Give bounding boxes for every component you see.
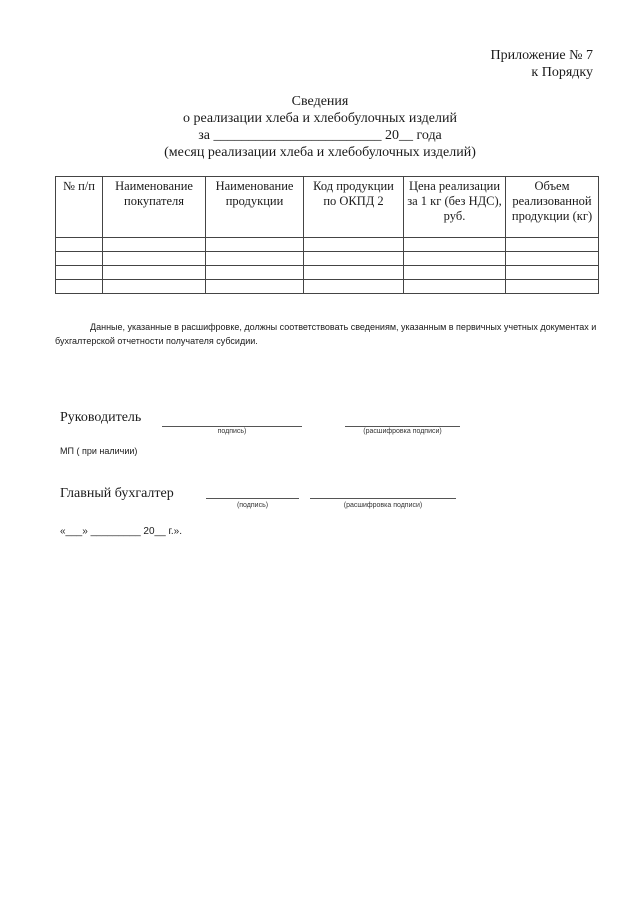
col-buyer: Наименование покупателя	[103, 177, 206, 238]
head-label: Руководитель	[60, 410, 142, 425]
appendix-reference	[491, 47, 594, 81]
title-heading: Сведения	[291, 94, 349, 109]
head-decode-line[interactable]	[345, 426, 460, 427]
table-row	[56, 238, 599, 252]
head-signature-line[interactable]	[162, 426, 302, 427]
table-cell[interactable]	[103, 280, 206, 294]
date-field[interactable]: «___» _________ 20__ г.».	[60, 526, 182, 537]
table-row	[56, 252, 599, 266]
appendix-number: Приложение № 7	[490, 48, 593, 63]
table-cell[interactable]	[206, 238, 304, 252]
table-cell[interactable]	[206, 266, 304, 280]
title-subject: о реализации хлеба и хлебобулочных изделий	[183, 111, 457, 126]
head-decode-caption: (расшифровка подписи)	[363, 428, 442, 435]
col-product: Наименование продукции	[206, 177, 304, 238]
table-cell[interactable]	[56, 252, 103, 266]
col-volume: Объем реализованной продукции (кг)	[506, 177, 599, 238]
table-cell[interactable]	[506, 266, 599, 280]
title-period: за ________________________ 20__ года	[198, 128, 442, 143]
table-cell[interactable]	[404, 252, 506, 266]
table-cell[interactable]	[206, 280, 304, 294]
document-title	[0, 93, 640, 161]
col-price: Цена реализации за 1 кг (без НДС), руб.	[404, 177, 506, 238]
accountant-label: Главный бухгалтер	[60, 486, 174, 501]
table-cell[interactable]	[56, 280, 103, 294]
table-cell[interactable]	[304, 252, 404, 266]
compliance-note: Данные, указанные в расшифровке, должны соответствовать сведениям, указанным в первичных учетных документах и бухгалтерской отчетности получателя субсидии.	[55, 322, 597, 346]
table-cell[interactable]	[206, 252, 304, 266]
accountant-decode-caption: (расшифровка подписи)	[343, 502, 423, 509]
table-header-row	[56, 177, 599, 238]
table-cell[interactable]	[506, 238, 599, 252]
table-cell[interactable]	[404, 238, 506, 252]
table-cell[interactable]	[103, 252, 206, 266]
accountant-signature-line[interactable]	[206, 498, 299, 499]
table-cell[interactable]	[56, 238, 103, 252]
table-cell[interactable]	[506, 252, 599, 266]
appendix-order: к Порядку	[531, 65, 593, 80]
table-cell[interactable]	[404, 280, 506, 294]
table-cell[interactable]	[506, 280, 599, 294]
table-cell[interactable]	[404, 266, 506, 280]
table-cell[interactable]	[304, 238, 404, 252]
sales-table	[55, 176, 599, 294]
accountant-signature-caption: (подпись)	[236, 502, 269, 509]
table-cell[interactable]	[304, 266, 404, 280]
table-row	[56, 280, 599, 294]
table-cell[interactable]	[56, 266, 103, 280]
title-period-caption: (месяц реализации хлеба и хлебобулочных изделий)	[164, 145, 476, 160]
head-signature-caption: подпись)	[217, 428, 247, 435]
table-row	[56, 266, 599, 280]
col-number: № п/п	[56, 177, 103, 238]
col-okpd-code: Код продукции по ОКПД 2	[304, 177, 404, 238]
stamp-note: МП ( при наличии)	[60, 446, 138, 456]
accountant-decode-line[interactable]	[310, 498, 456, 499]
table-cell[interactable]	[304, 280, 404, 294]
table-cell[interactable]	[103, 238, 206, 252]
table-cell[interactable]	[103, 266, 206, 280]
